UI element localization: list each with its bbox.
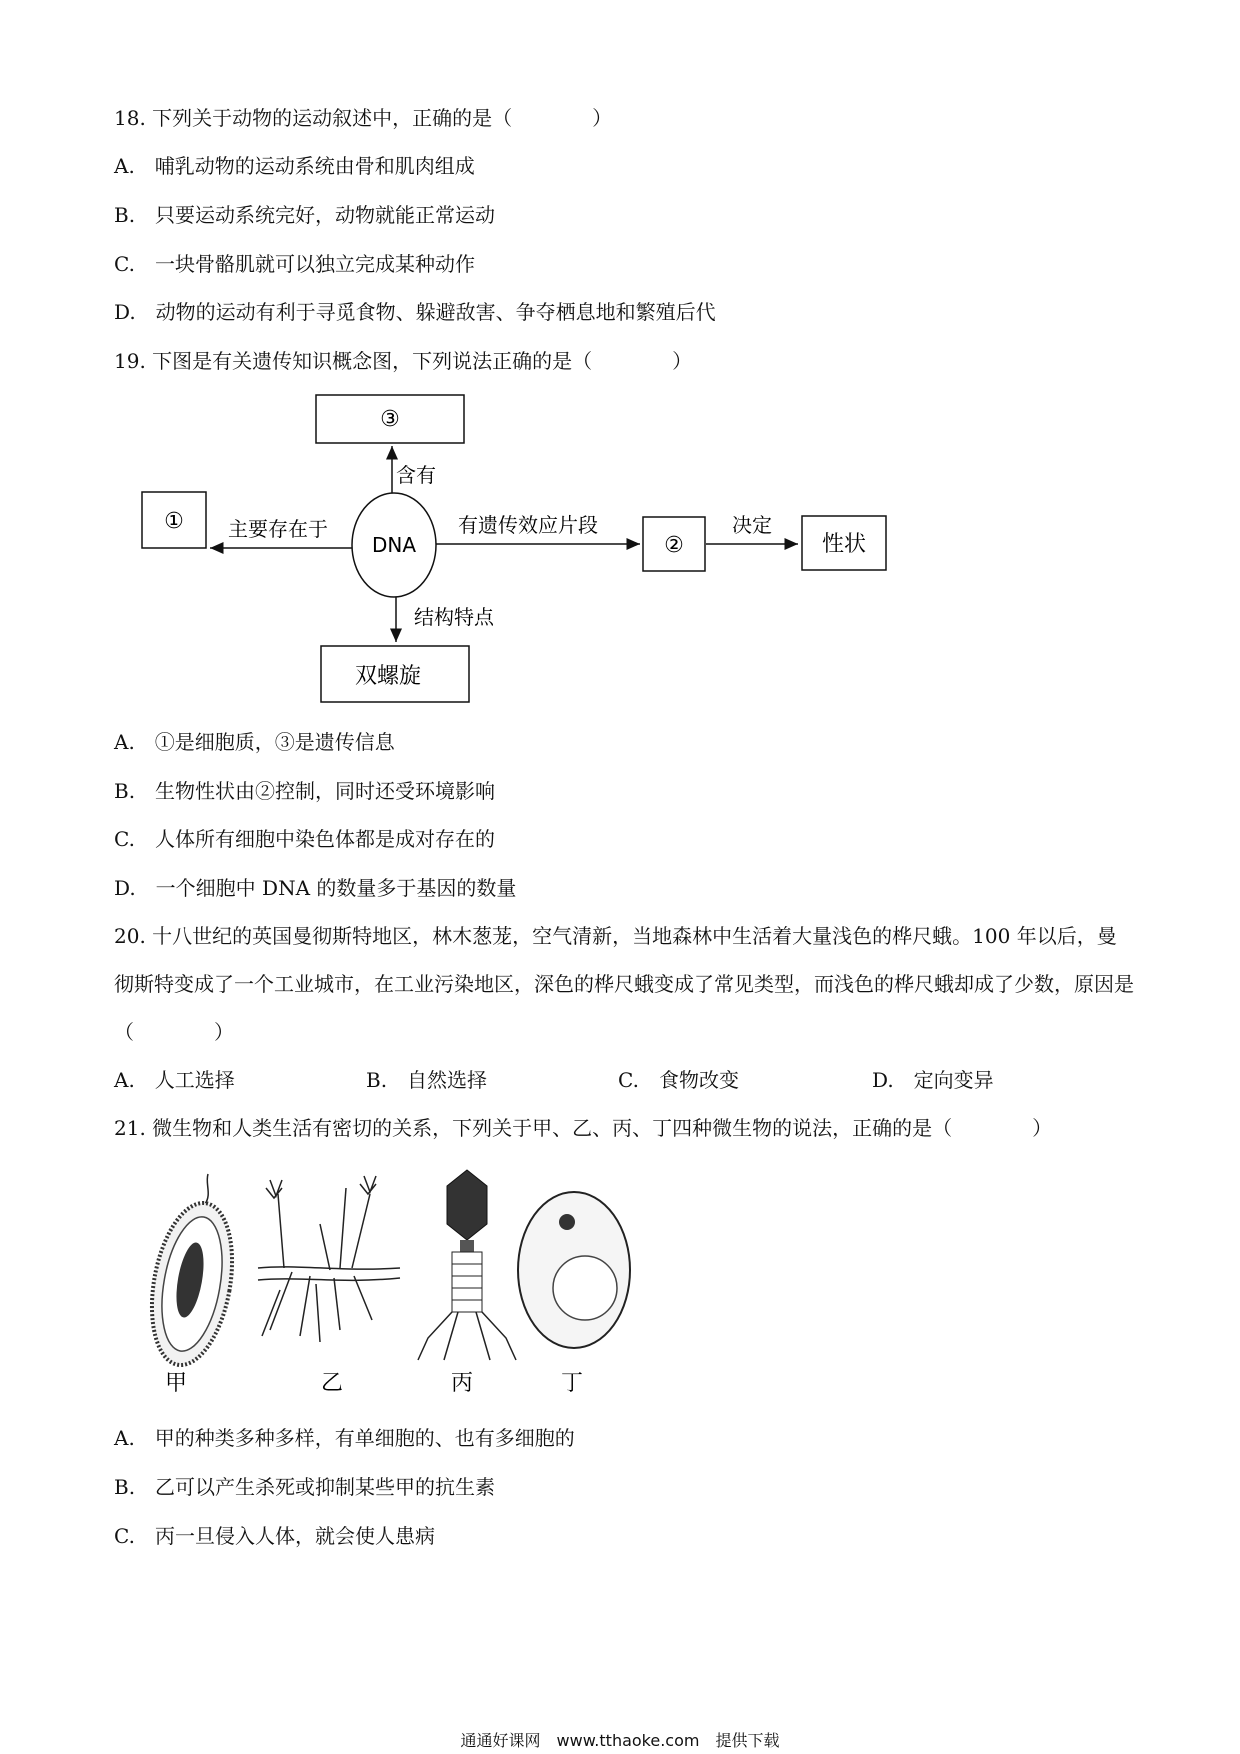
q21-option-a: A. 甲的种类多种多样，有单细胞的、也有多细胞的 (114, 1426, 575, 1450)
q18-option-c: C. 一块骨骼肌就可以独立完成某种动作 (114, 252, 475, 276)
q19-option-d: D. 一个细胞中 DNA 的数量多于基因的数量 (114, 876, 517, 900)
q21-option-c: C. 丙一旦侵入人体，就会使人患病 (114, 1524, 435, 1548)
q20-option-a: A. 人工选择 (114, 1068, 235, 1092)
edge-structure: 结构特点 (414, 605, 494, 629)
q21-stem: 21. 微生物和人类生活有密切的关系，下列关于甲、乙、丙、丁四种微生物的说法，正确的是（ ） (114, 1116, 1053, 1140)
edge-contains: 含有 (396, 463, 436, 487)
q19-option-a: A. ①是细胞质，③是遗传信息 (114, 730, 395, 754)
label-jia: 甲 (164, 1371, 188, 1396)
edge-genetic-segment: 有遗传效应片段 (458, 513, 598, 537)
bacterium-illustration (140, 1174, 243, 1371)
genetics-concept-map (0, 380, 1240, 720)
box-one-label: ① (164, 509, 184, 534)
q20-stem: 20. 十八世纪的英国曼彻斯特地区，林木葱茏，空气清新，当地森林中生活着大量浅色的桦尺蛾。100 年以后，曼彻斯特变成了一个工业城市，在工业污染地区，深色的桦尺蛾变成了常见类型，而浅色的桦尺蛾却成了少数，原因是（ ） (114, 924, 1134, 1044)
label-yi: 乙 (320, 1371, 344, 1396)
label-bing: 丙 (450, 1371, 474, 1396)
label-ding: 丁 (560, 1371, 584, 1396)
box-double-helix-label: 双螺旋 (354, 664, 422, 689)
page-footer: 通通好课网 www.tthaoke.com 提供下载 (460, 1731, 780, 1750)
edge-determines: 决定 (732, 513, 772, 537)
q18-stem: 18. 下列关于动物的运动叙述中，正确的是（ ） (114, 106, 613, 130)
dna-label: DNA (371, 533, 417, 557)
mold-illustration (258, 1176, 400, 1342)
q18-option-b: B. 只要运动系统完好，动物就能正常运动 (114, 203, 496, 227)
box-two-label: ② (664, 533, 684, 558)
microorganisms-figure (0, 1160, 1240, 1400)
q18-option-a: A. 哺乳动物的运动系统由骨和肌肉组成 (114, 154, 475, 178)
q19-stem: 19. 下图是有关遗传知识概念图，下列说法正确的是（ ） (114, 349, 693, 373)
q20-option-d: D. 定向变异 (872, 1068, 994, 1092)
q19-option-c: C. 人体所有细胞中染色体都是成对存在的 (114, 827, 495, 851)
phage-illustration (418, 1170, 516, 1360)
box-three-label: ③ (380, 407, 400, 432)
edge-mainly-in: 主要存在于 (228, 517, 328, 541)
q18-option-d: D. 动物的运动有利于寻觅食物、躲避敌害、争夺栖息地和繁殖后代 (114, 300, 716, 324)
q20-option-b: B. 自然选择 (366, 1068, 488, 1092)
q21-option-b: B. 乙可以产生杀死或抑制某些甲的抗生素 (114, 1475, 496, 1499)
yeast-illustration (518, 1192, 630, 1348)
box-trait-label: 性状 (821, 532, 867, 557)
q19-option-b: B. 生物性状由②控制，同时还受环境影响 (114, 779, 496, 803)
q20-option-c: C. 食物改变 (618, 1068, 739, 1092)
